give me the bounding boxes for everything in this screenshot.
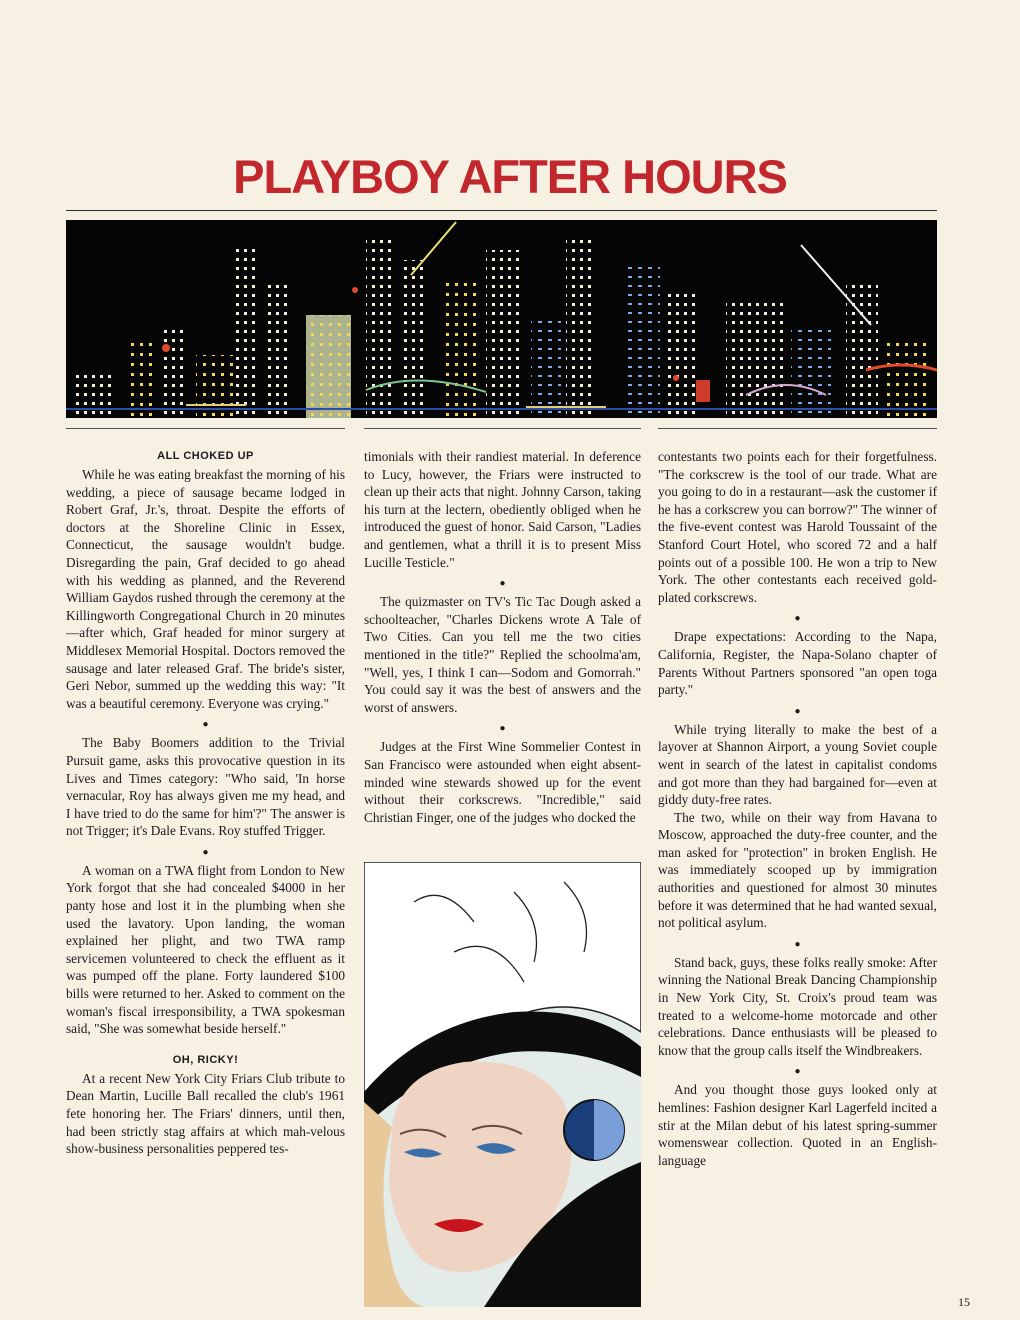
column-rule xyxy=(658,428,937,429)
column-1 xyxy=(66,448,345,1158)
separator-bullet: ● xyxy=(499,578,506,590)
article-paragraph: The Baby Boomers addition to the Trivial Pursuit game, asks this provocative question in its Lives and Times category: "Who said, 'In horse vernacular, Roy has always given me my head, and I have tried to do the same for him'?" The answer is not Trigger; it's Dale Evans. Roy stuffed Trigger. xyxy=(66,735,345,839)
separator-bullet: ● xyxy=(794,705,801,717)
separator-bullet: ● xyxy=(202,846,209,858)
column-2 xyxy=(364,448,641,826)
article-paragraph: Drape expectations: According to the Napa, California, Register, the Napa-Solano chapter of Parents Without Partners sponsored "an open toga party." xyxy=(658,629,937,698)
section-heading-oh-ricky: OH, RICKY! xyxy=(172,1053,239,1066)
article-paragraph: Judges at the First Wine Sommelier Contest in San Francisco were astounded when eight absent-minded wine stewards showed up for the event without their corkscrews. "Incredible," said Christian Finger, one of the judges who docked the xyxy=(364,739,641,825)
title-rule xyxy=(66,210,937,211)
article-paragraph: The quizmaster on TV's Tic Tac Dough asked a schoolteacher, "Charles Dickens wrote A Tale of Two Cities. Can you tell me the two cities mentioned in the title?" Replied the schoolma'am, "Well, yes, I think I can—Sodom and Gomorrah." You could say it was the best of answers and the worst of answers. xyxy=(364,594,641,715)
page-title: PLAYBOY AFTER HOURS xyxy=(233,150,787,203)
separator-bullet: ● xyxy=(499,723,506,735)
column-rule xyxy=(364,428,641,429)
separator-bullet: ● xyxy=(794,938,801,950)
article-paragraph: And you thought those guys looked only at hemlines: Fashion designer Karl Lagerfeld incited a stir at the Milan debut of his latest spring-summer womenswear collection. Quoted in an English-language xyxy=(658,1082,937,1168)
separator-bullet: ● xyxy=(794,1066,801,1078)
article-paragraph: Stand back, guys, these folks really smoke: After winning the National Break Dancing Championship in New York City, St. Croix's proud team was treated to a welcome-home motorcade and other celebrations. Dance enthusiasts will be pleased to know that the group calls itself the Windbreakers. xyxy=(658,954,937,1058)
separator-bullet: ● xyxy=(794,613,801,625)
column-3 xyxy=(658,448,937,1169)
section-heading-all-choked-up: ALL CHOKED UP xyxy=(157,450,254,462)
city-skyline-illustration xyxy=(66,220,937,418)
article-paragraph: While he was eating breakfast the morning of his wedding, a piece of sausage became lodged in Robert Graf, Jr.'s, throat. Despite the efforts of doctors at the Shoreline Clinic in Essex, Connecticut, the sausage wouldn't budge. Disregarding the pain, Graf decided to go ahead with his wedding as planned, and the Reverend William Gaydos rushed through the ceremony at the Killingworth Congregational Church in 20 minutes—after which, Graf headed for minor surgery at Middlesex Memorial Hospital. Doctors removed the sausage and later released Graf. The bride's sister, Geri Nebor, summed up the wedding this way: "It was a beautiful ceremony. Everyone was crying." xyxy=(66,467,345,711)
article-paragraph: The two, while on their way from Havana to Moscow, approached the duty-free counter, and the man asked for "protection" in broken English. He was immediately scooped up by immigration authorities and questioned for almost 30 minutes before it was determined that he had wanted sexual, not political asylum. xyxy=(658,809,937,931)
article-paragraph: At a recent New York City Friars Club tribute to Dean Martin, Lucille Ball recalled the club's 1961 fete honoring her. The Friars' dinners, until then, had been strictly stag affairs at which mah-velous show-business personalities peppered tes- xyxy=(66,1070,345,1157)
article-paragraph: A woman on a TWA flight from London to New York forgot that she had concealed $4000 in her panty hose and lost it in the plumbing when she used the lavatory. Upon landing, the woman explained her plight, and two TWA ramp servicemen volunteered to check the effluent as it was pumped off the plane. Forty laundered $100 bills were returned to her. Asked to comment on the woman's fiscal irresponsibility, a TWA spokesman said, "She was somewhat beside herself." xyxy=(66,862,345,1037)
article-paragraph: timonials with their randiest material. In deference to Lucy, however, the Friars were instructed to clean up their acts that night. Johnny Carson, taking his turn at the lectern, obediently obliged when he introduced the guest of honor. Said Carson, "Ladies and gentlemen, what a thrill it is to present Miss Lucille Testicle." xyxy=(364,449,641,570)
article-paragraph: While trying literally to make the best of a layover at Shannon Airport, a young Soviet couple went in search of the latest in capitalist condoms and got more than they had bargained for—even at giddy duty-free rates. xyxy=(658,721,937,808)
article-paragraph: contestants two points each for their forgetfulness. "The corkscrew is the tool of our trade. What are you going to do in a restaurant—ask the customer if he has a corkscrew you can borrow?" The winner of the five-event contest was Harold Toussaint of the Stanford Court Hotel, who scored 72 and a half points out of a possible 100. He won a trip to New York. The other contestants each received gold-plated corkscrews. xyxy=(658,449,937,605)
separator-bullet: ● xyxy=(202,719,209,731)
woman-in-hat-illustration xyxy=(364,862,641,1307)
column-rule xyxy=(66,428,345,429)
page-number: 15 xyxy=(958,1295,970,1309)
